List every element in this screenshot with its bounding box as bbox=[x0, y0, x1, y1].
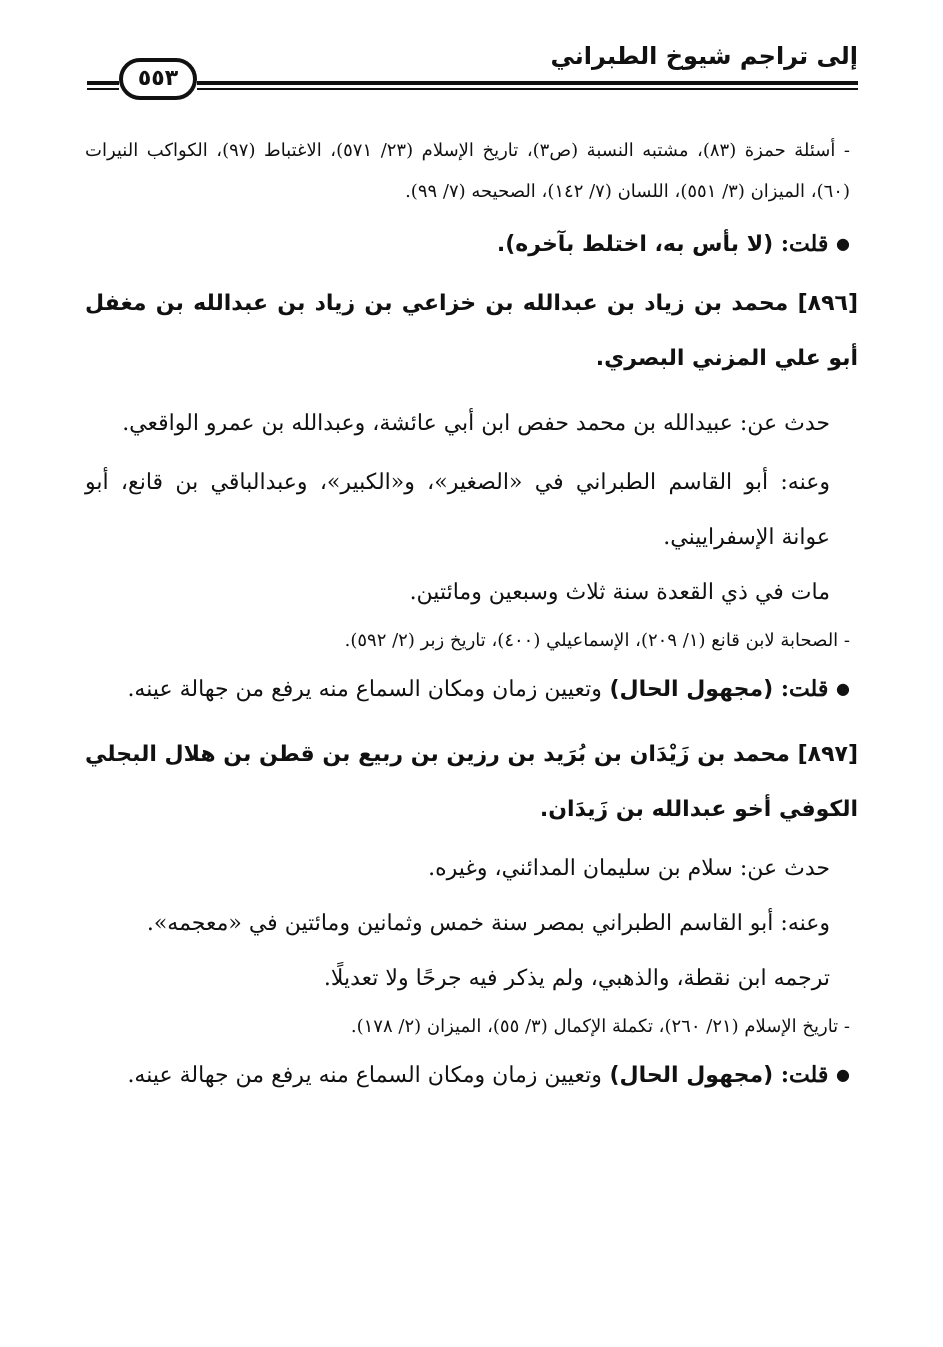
header-rule-left-thick bbox=[87, 81, 119, 85]
death-date: مات في ذي القعدة سنة ثلاث وسبعين ومائتين. bbox=[409, 580, 830, 605]
comment-verdict: (مجهول الحال) bbox=[609, 677, 774, 702]
header-rule-left-thin bbox=[87, 88, 119, 90]
biography-note: ترجمه ابن نقطة، والذهبي، ولم يذكر فيه جرحًا ولا تعديلًا. bbox=[323, 966, 830, 991]
page-body bbox=[85, 130, 858, 1103]
sources-note: - الصحابة لابن قانع (١/ ٢٠٩)، الإسماعيلي (٤٠٠)، تاريخ زبر (٢/ ٥٩٢). bbox=[344, 630, 850, 651]
author-comment bbox=[85, 661, 858, 717]
narrators-from-him: وعنه: أبو القاسم الطبراني بمصر سنة خمس وثمانين ومائتين في «معجمه». bbox=[146, 911, 830, 936]
comment-verdict: (لا بأس به، اختلط بآخره). bbox=[496, 232, 774, 257]
running-header-title: إلى تراجم شيوخ الطبراني bbox=[550, 42, 858, 70]
author-comment bbox=[85, 216, 858, 272]
narrated-from: حدث عن: عبيدالله بن محمد حفص ابن أبي عائشة، وعبدالله بن عمرو الواقعي. bbox=[122, 411, 830, 436]
comment-verdict: (مجهول الحال) bbox=[609, 1063, 774, 1088]
narrated-from: حدث عن: سلام بن سليمان المدائني، وغيره. bbox=[428, 856, 830, 881]
comment-label: قلت: bbox=[780, 231, 829, 257]
header-rule-thick bbox=[197, 81, 858, 85]
comment-text: وتعيين زمان ومكان السماع منه يرفع من جهالة عينه. bbox=[127, 1063, 602, 1088]
comment-text: وتعيين زمان ومكان السماع منه يرفع من جهالة عينه. bbox=[127, 677, 602, 702]
sources-note: - أسئلة حمزة (٨٣)، مشتبه النسبة (ص٣)، تاريخ الإسلام (٢٣/ ٥٧١)، الاغتباط (٩٧)، الكواكب النيرات (٦٠)، الميزان (٣/ ٥٥١)، اللسان (٧/ ١٤٢)، الصحيحه (٧/ ٩٩). bbox=[85, 140, 851, 202]
page-number-badge: ٥٥٣ bbox=[119, 58, 197, 100]
bullet-icon: ● bbox=[836, 1065, 850, 1084]
bullet-icon: ● bbox=[836, 234, 850, 253]
author-comment bbox=[85, 1047, 858, 1103]
entry-heading-896: [٨٩٦] محمد بن زياد بن عبدالله بن خزاعي بن زياد بن عبدالله بن مغفل أبو علي المزني البصري. bbox=[85, 291, 858, 371]
comment-label: قلت: bbox=[780, 676, 829, 702]
entry-heading-897: [٨٩٧] محمد بن زَيْدَان بن بُرَيد بن رزين بن ربيع بن قطن بن هلال البجلي الكوفي أخو عبدالله بن زَيدَان. bbox=[85, 742, 858, 822]
bullet-icon: ● bbox=[836, 679, 850, 698]
header-rule-thin bbox=[197, 88, 858, 90]
sources-note: - تاريخ الإسلام (٢١/ ٢٦٠)، تكملة الإكمال (٣/ ٥٥)، الميزان (٢/ ١٧٨). bbox=[350, 1016, 850, 1037]
narrators-from-him: وعنه: أبو القاسم الطبراني في «الصغير»، و«الكبير»، وعبدالباقي بن قانع، أبو عوانة الإسفراييني. bbox=[85, 470, 830, 550]
comment-label: قلت: bbox=[780, 1062, 829, 1088]
